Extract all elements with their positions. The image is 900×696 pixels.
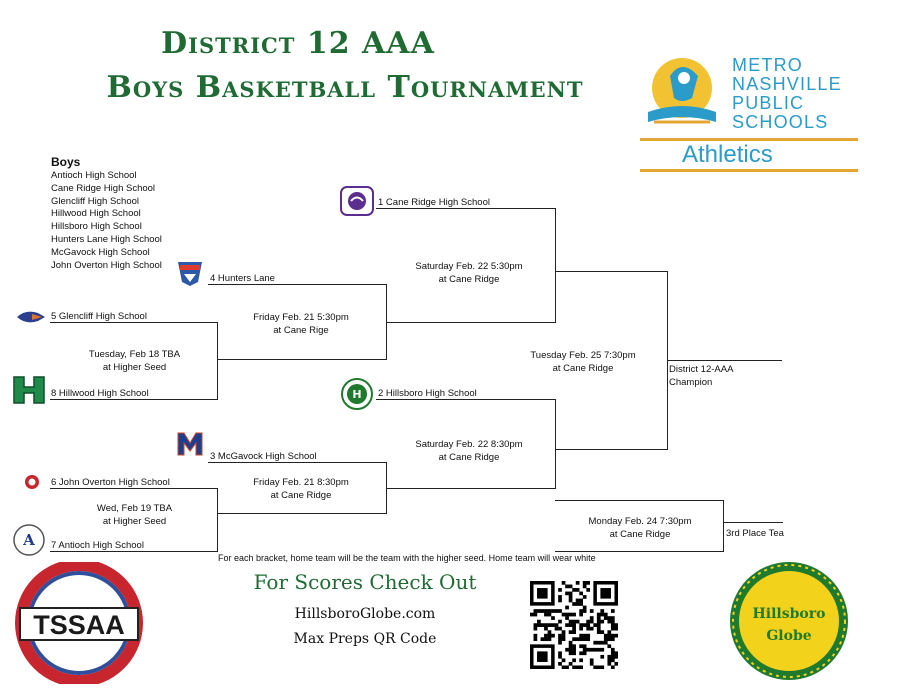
- john-overton-logo-icon: [24, 474, 40, 490]
- bracket-team-seed3: 3 McGavock High School: [210, 451, 317, 462]
- tssaa-wordmark: TSSAA: [33, 610, 125, 640]
- bracket-team-seed8: 8 Hillwood High School: [51, 388, 149, 399]
- list-item: Cane Ridge High School: [51, 182, 156, 194]
- list-item: Glencliff High School: [51, 195, 140, 207]
- third-place-label: 3rd Place Tea: [726, 528, 784, 539]
- bracket-line: [386, 488, 556, 489]
- game-info-line: at Cane Ridge: [270, 490, 332, 501]
- svg-text:A: A: [23, 531, 35, 549]
- hillsboro-logo-icon: [340, 378, 374, 410]
- hillwood-logo-icon: [12, 375, 46, 405]
- bracket-team-seed5: 5 Glencliff High School: [51, 311, 147, 322]
- game-info-g2: [62, 502, 207, 528]
- game-info-line: at Cane Ridge: [438, 452, 500, 463]
- game-info-s1: [394, 260, 544, 286]
- mnps-line-1: METRO: [732, 55, 803, 75]
- bracket-line: [217, 513, 387, 514]
- bracket-team-seed7: 7 Antioch High School: [51, 540, 144, 551]
- mcgavock-logo-icon: [176, 431, 204, 457]
- antioch-logo-icon: [13, 524, 45, 556]
- game-info-line: Friday Feb. 21 5:30pm: [253, 312, 349, 323]
- bracket-line: [50, 488, 218, 489]
- globe-wordmark-1: Hillsboro: [752, 606, 826, 622]
- champion-label: [669, 363, 733, 389]
- bracket-team-seed1: 1 Cane Ridge High School: [378, 197, 490, 208]
- game-info-q2: [226, 476, 376, 502]
- game-info-line: at Cane Ridge: [438, 274, 500, 285]
- champion-line: Champion: [669, 377, 713, 388]
- svg-text:H: H: [352, 388, 362, 401]
- mnps-athletics-label: Athletics: [682, 141, 773, 168]
- game-info-s2: [394, 438, 544, 464]
- bracket-team-seed6: 6 John Overton High School: [51, 477, 170, 488]
- mnps-athletics-logo: [640, 52, 858, 176]
- bracket-line: [376, 208, 556, 209]
- list-item: Antioch High School: [51, 170, 137, 181]
- game-info-line: Tuesday Feb. 25 7:30pm: [530, 350, 636, 361]
- bracket-line: [555, 551, 724, 552]
- mnps-line-3: PUBLIC: [732, 93, 805, 113]
- mnps-wordmark: [732, 56, 842, 132]
- list-item: John Overton High School: [51, 259, 162, 271]
- bracket-line: [386, 322, 556, 323]
- bracket-line: [50, 399, 218, 400]
- bracket-line: [208, 284, 387, 285]
- list-item: Hunters Lane High School: [51, 233, 162, 245]
- game-info-line: at Cane Rige: [273, 325, 329, 336]
- bracket-line: [555, 208, 556, 323]
- list-item: Hillwood High School: [51, 208, 141, 220]
- game-info-line: Friday Feb. 21 8:30pm: [253, 477, 349, 488]
- hunters-lane-logo-icon: [174, 256, 206, 288]
- tssaa-logo: [14, 562, 144, 684]
- game-info-line: at Higher Seed: [102, 516, 167, 527]
- game-info-line: at Cane Ridge: [552, 363, 614, 374]
- mnps-athletics-bar: [640, 138, 858, 172]
- home-team-note: For each bracket, home team will be the team with the higher seed. Home team will wear white: [218, 553, 596, 563]
- bracket-team-seed2: 2 Hillsboro High School: [378, 388, 477, 399]
- game-info-final: [508, 349, 658, 375]
- globe-wordmark-2: Globe: [766, 628, 812, 644]
- glencliff-logo-icon: [16, 309, 46, 325]
- cane-ridge-logo-icon: [340, 186, 374, 216]
- game-info-line: Tuesday, Feb 18 TBA: [88, 349, 181, 360]
- list-item: McGavock High School: [51, 246, 150, 258]
- bracket-line: [723, 500, 724, 552]
- bracket-line: [555, 399, 556, 489]
- mnps-line-2: NASHVILLE: [732, 74, 842, 94]
- game-info-line: at Cane Ridge: [609, 529, 671, 540]
- game-info-third: [565, 515, 715, 541]
- game-info-line: Wed, Feb 19 TBA: [96, 503, 173, 514]
- teams-list: [51, 155, 162, 272]
- bracket-line: [555, 449, 668, 450]
- list-item: Hillsboro High School: [51, 221, 142, 233]
- game-info-line: Saturday Feb. 22 5:30pm: [415, 261, 523, 272]
- bracket-line: [555, 271, 668, 272]
- game-info-g1: [62, 348, 207, 374]
- bracket-line: [217, 322, 218, 400]
- champion-line: District 12-AAA: [669, 364, 734, 375]
- game-info-line: Saturday Feb. 22 8:30pm: [415, 439, 523, 450]
- teams-list-header: Boys: [51, 155, 81, 169]
- bracket-line: [376, 399, 556, 400]
- scores-site-link[interactable]: HillsboroGlobe.com: [294, 606, 436, 622]
- maxpreps-qr-code[interactable]: [530, 581, 618, 669]
- game-info-q1: [226, 311, 376, 337]
- bracket-line: [723, 522, 783, 523]
- mnps-line-4: SCHOOLS: [732, 112, 829, 132]
- bracket-line: [208, 462, 387, 463]
- page-subtitle: Boys Basketball Tournament: [106, 70, 584, 105]
- page-title: District 12 AAA: [161, 26, 435, 61]
- hillsboro-globe-logo: [728, 560, 850, 682]
- bracket-team-seed4: 4 Hunters Lane: [210, 273, 275, 284]
- bracket-line: [217, 488, 218, 552]
- bracket-line: [50, 322, 218, 323]
- scores-title: For Scores Check Out: [253, 570, 477, 594]
- game-info-line: Monday Feb. 24 7:30pm: [588, 516, 692, 527]
- bracket-line: [555, 500, 724, 501]
- mnps-owl-book-icon: [640, 52, 732, 132]
- game-info-line: at Higher Seed: [102, 362, 167, 373]
- bracket-line: [50, 551, 218, 552]
- scores-qr-label: Max Preps QR Code: [293, 631, 437, 647]
- bracket-line: [667, 360, 782, 361]
- bracket-line: [217, 359, 387, 360]
